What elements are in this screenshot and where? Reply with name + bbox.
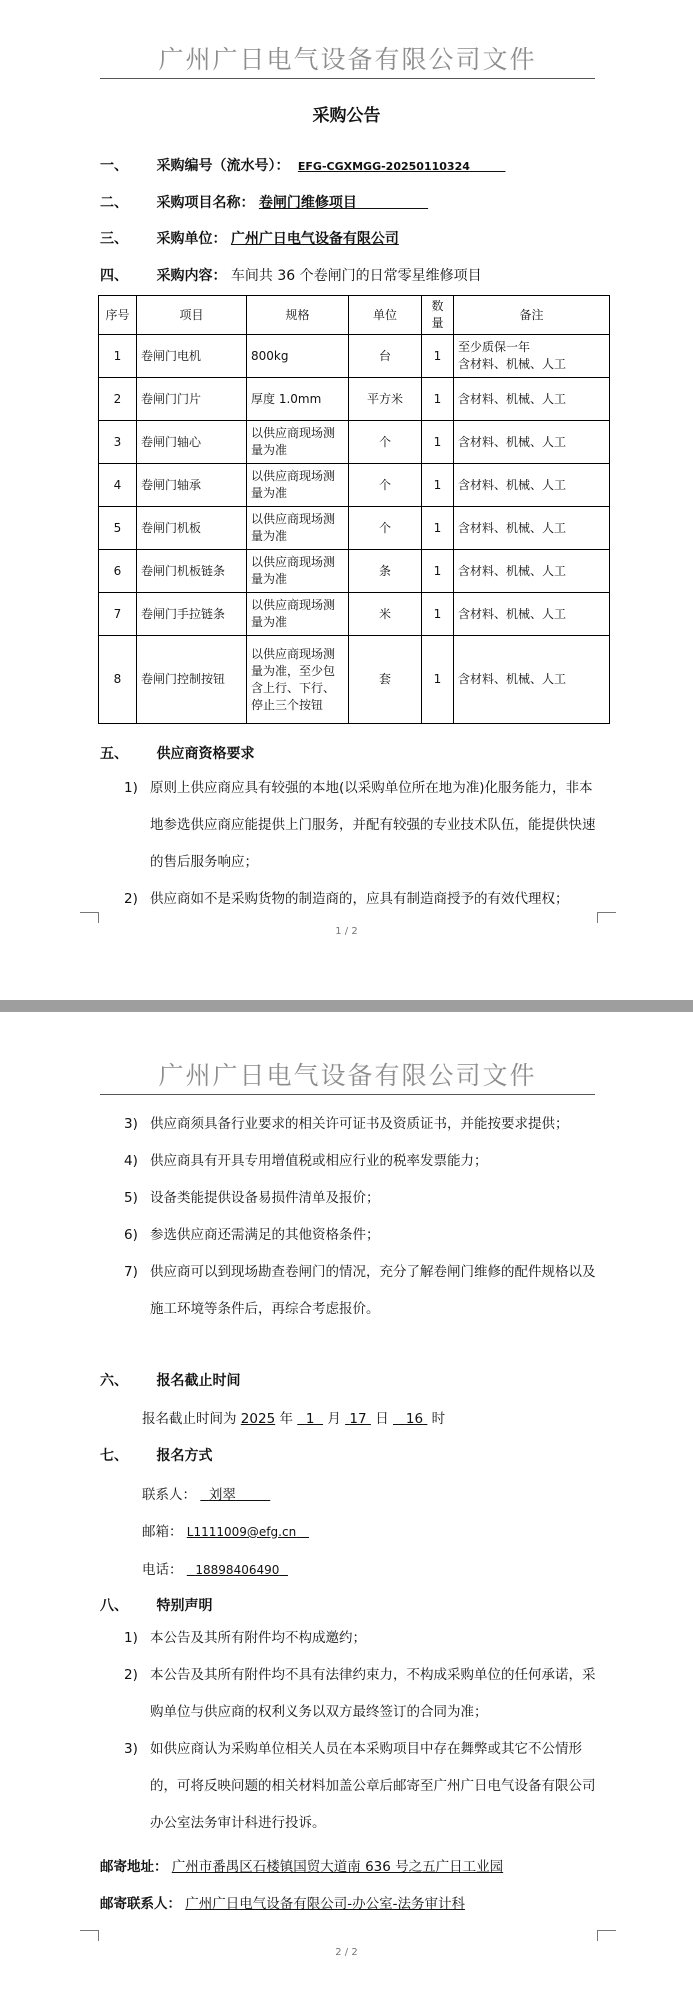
- mail-contact-label: 邮寄联系人：: [100, 1896, 181, 1912]
- section-project-name: [100, 192, 428, 212]
- procurement-content-value: 车间共 36 个卷闸门的日常零星维修项目: [230, 268, 482, 284]
- contact-email-line: [142, 1520, 309, 1540]
- cell-qty: 1: [422, 378, 454, 421]
- cell-remark: 含材料、机械、人工: [454, 550, 610, 593]
- item-number: 5): [124, 1190, 138, 1206]
- contact-phone-label: 电话：: [142, 1562, 183, 1578]
- cell-item: 卷闸门轴承: [137, 464, 247, 507]
- cell-seq: 4: [99, 464, 137, 507]
- section-label: 特别声明: [156, 1598, 213, 1614]
- qualification-item: [124, 1254, 604, 1328]
- table-row: [99, 593, 610, 636]
- section-label: 采购项目名称：: [156, 195, 255, 211]
- procurement-number-value: EFG-CGXMGG-20250110324: [297, 160, 470, 173]
- cell-spec: 以供应商现场测量为准，至少包含上行、下行、停止三个按钮: [247, 636, 349, 724]
- deadline-year: 2025: [240, 1411, 276, 1427]
- section-label: 采购内容：: [156, 268, 227, 284]
- cell-qty: 1: [422, 464, 454, 507]
- item-text: 参选供应商还需满足的其他资格条件；: [150, 1227, 380, 1243]
- crop-mark-right: [597, 1930, 616, 1941]
- cell-item: 卷闸门轴心: [137, 421, 247, 464]
- header-seq: 序号: [99, 296, 137, 335]
- section-special-statement: [100, 1595, 212, 1615]
- item-text: 原则上供应商应具有较强的本地(以采购单位所在地为准)化服务能力，非本地参选供应商应能提供上门服务，并配有较强的专业技术队伍，能提供快速的售后服务响应；: [150, 780, 596, 870]
- cell-seq: 1: [99, 335, 137, 378]
- cell-item: 卷闸门机板: [137, 507, 247, 550]
- page-number: 2 / 2: [335, 1947, 358, 1958]
- cell-qty: 1: [422, 593, 454, 636]
- item-number: 3): [124, 1741, 138, 1757]
- cell-remark: 至少质保一年 含材料、机械、人工: [454, 335, 610, 378]
- statement-item: [124, 1657, 604, 1731]
- item-number: 3): [124, 1116, 138, 1132]
- cell-item: 卷闸门电机: [137, 335, 247, 378]
- header-unit: 单位: [349, 296, 422, 335]
- cell-remark: 含材料、机械、人工: [454, 464, 610, 507]
- item-text: 供应商须具备行业要求的相关许可证书及资质证书，并能按要求提供；: [150, 1116, 569, 1132]
- deadline-hour: 16: [405, 1411, 424, 1427]
- cell-item: 卷闸门门片: [137, 378, 247, 421]
- section-procurement-number: [100, 155, 505, 175]
- item-text: 本公告及其所有附件均不具有法律约束力，不构成采购单位的任何承诺，采购单位与供应商的权利义务以双方最终签订的合同为准；: [150, 1667, 596, 1720]
- item-number: 2): [124, 891, 138, 907]
- section-label: 供应商资格要求: [156, 746, 255, 762]
- cell-item: 卷闸门手拉链条: [137, 593, 247, 636]
- cell-seq: 7: [99, 593, 137, 636]
- section-qualifications: [100, 743, 254, 763]
- contact-email-value[interactable]: L1111009@efg.cn: [186, 1525, 297, 1539]
- cell-spec: 以供应商现场测量为准: [247, 464, 349, 507]
- cell-item: 卷闸门机板链条: [137, 550, 247, 593]
- mail-contact-value: 广州广日电气设备有限公司-办公室-法务审计科: [185, 1896, 466, 1912]
- cell-remark: 含材料、机械、人工: [454, 593, 610, 636]
- contact-phone-field: [187, 1562, 288, 1578]
- company-header: 广州广日电气设备有限公司文件: [100, 42, 595, 79]
- table-row: [99, 335, 610, 378]
- deadline-month-unit: 月: [327, 1411, 341, 1427]
- contact-phone-value: 18898406490: [195, 1563, 280, 1577]
- qualification-item: [124, 1217, 604, 1254]
- item-number: 7): [124, 1264, 138, 1280]
- cell-qty: 1: [422, 636, 454, 724]
- contact-email-label: 邮箱：: [142, 1524, 183, 1540]
- contact-email-field[interactable]: [187, 1524, 309, 1540]
- page-separator: [0, 1000, 693, 1012]
- section-label: 报名截止时间: [156, 1373, 241, 1389]
- table-row: [99, 550, 610, 593]
- cell-seq: 2: [99, 378, 137, 421]
- item-number: 1): [124, 1630, 138, 1646]
- cell-unit: 条: [349, 550, 422, 593]
- item-number: 6): [124, 1227, 138, 1243]
- item-text: 供应商可以到现场勘查卷闸门的情况，充分了解卷闸门维修的配件规格以及施工环境等条件后，再综合考虑报价。: [150, 1264, 596, 1317]
- cell-remark: 含材料、机械、人工: [454, 636, 610, 724]
- cell-remark: 含材料、机械、人工: [454, 378, 610, 421]
- statement-item: [124, 1620, 604, 1657]
- section-procuring-unit: [100, 228, 399, 248]
- deadline-day-unit: 日: [375, 1411, 389, 1427]
- deadline-day-field: [345, 1411, 371, 1427]
- document-page-2: [0, 1012, 693, 1991]
- cell-spec: 800kg: [247, 335, 349, 378]
- section-label: 采购编号（流水号）：: [156, 158, 290, 174]
- cell-seq: 5: [99, 507, 137, 550]
- deadline-day: 17: [349, 1411, 367, 1427]
- procuring-unit-value: 广州广日电气设备有限公司: [230, 231, 399, 247]
- cell-qty: 1: [422, 335, 454, 378]
- cell-remark: 含材料、机械、人工: [454, 507, 610, 550]
- contact-phone-line: [142, 1558, 288, 1578]
- deadline-hour-field: [393, 1411, 427, 1427]
- section-number: 五、: [100, 746, 128, 762]
- item-text: 供应商如不是采购货物的制造商的，应具有制造商授予的有效代理权；: [150, 891, 569, 907]
- section-number: 六、: [100, 1373, 128, 1389]
- qualification-item: [124, 1143, 604, 1180]
- mail-contact-line: [100, 1892, 465, 1912]
- items-table: [98, 295, 610, 724]
- cell-qty: 1: [422, 550, 454, 593]
- deadline-line: [142, 1407, 445, 1427]
- contact-person-value: 刘翠: [208, 1487, 236, 1503]
- cell-spec: 厚度 1.0mm: [247, 378, 349, 421]
- cell-unit: 平方米: [349, 378, 422, 421]
- section-registration: [100, 1445, 212, 1465]
- table-row: [99, 636, 610, 724]
- cell-unit: 个: [349, 507, 422, 550]
- cell-spec: 以供应商现场测量为准: [247, 550, 349, 593]
- qualification-item: [124, 881, 604, 918]
- item-text: 如供应商认为采购单位相关人员在本采购项目中存在舞弊或其它不公情形的，可将反映问题的相关材料加盖公章后邮寄至广州广日电气设备有限公司办公室法务审计科进行投诉。: [150, 1741, 596, 1831]
- item-number: 4): [124, 1153, 138, 1169]
- section-deadline: [100, 1370, 240, 1390]
- cell-remark: 含材料、机械、人工: [454, 421, 610, 464]
- cell-unit: 台: [349, 335, 422, 378]
- mail-address-label: 邮寄地址：: [100, 1859, 168, 1875]
- page-number: 1 / 2: [335, 926, 358, 937]
- cell-qty: 1: [422, 421, 454, 464]
- document-title: 采购公告: [312, 106, 381, 126]
- qualification-item: [124, 770, 604, 881]
- header-spec: 规格: [247, 296, 349, 335]
- table-row: [99, 464, 610, 507]
- cell-unit: 个: [349, 464, 422, 507]
- header-qty: 数量: [422, 296, 454, 335]
- deadline-month-field: [297, 1411, 323, 1427]
- item-number: 1): [124, 780, 138, 796]
- cell-spec: 以供应商现场测量为准: [247, 507, 349, 550]
- crop-mark-left: [80, 1930, 99, 1941]
- cell-seq: 6: [99, 550, 137, 593]
- deadline-year-unit: 年: [279, 1411, 293, 1427]
- company-header: 广州广日电气设备有限公司文件: [100, 1058, 595, 1095]
- item-text: 本公告及其所有附件均不构成邀约；: [150, 1630, 366, 1646]
- cell-spec: 以供应商现场测量为准: [247, 593, 349, 636]
- deadline-hour-unit: 时: [431, 1411, 446, 1427]
- deadline-month: 1: [305, 1411, 315, 1427]
- section-label: 采购单位：: [156, 231, 227, 247]
- crop-mark-left: [80, 912, 99, 923]
- mail-address-line: [100, 1855, 503, 1875]
- section-number: 七、: [100, 1448, 128, 1464]
- project-name-value: 卷闸门维修项目: [258, 195, 357, 211]
- section-number: 八、: [100, 1598, 128, 1614]
- crop-mark-right: [597, 912, 616, 923]
- cell-qty: 1: [422, 507, 454, 550]
- header-item: 项目: [137, 296, 247, 335]
- cell-item: 卷闸门控制按钮: [137, 636, 247, 724]
- section-label: 报名方式: [156, 1448, 213, 1464]
- statement-item: [124, 1731, 604, 1842]
- section-procurement-content: [100, 265, 482, 285]
- cell-seq: 8: [99, 636, 137, 724]
- table-row: [99, 421, 610, 464]
- contact-person-label: 联系人：: [142, 1487, 196, 1503]
- section-number: 三、: [100, 231, 128, 247]
- item-text: 设备类能提供设备易损件清单及报价；: [150, 1190, 380, 1206]
- table-header-row: [99, 296, 610, 335]
- deadline-prefix: 报名截止时间为: [142, 1411, 237, 1427]
- mail-address-value: 广州市番禺区石楼镇国贸大道南 636 号之五广日工业园: [171, 1859, 504, 1875]
- section-number: 二、: [100, 195, 128, 211]
- cell-seq: 3: [99, 421, 137, 464]
- table-row: [99, 507, 610, 550]
- cell-unit: 米: [349, 593, 422, 636]
- qualification-item: [124, 1106, 604, 1143]
- item-number: 2): [124, 1667, 138, 1683]
- header-remark: 备注: [454, 296, 610, 335]
- qualification-item: [124, 1180, 604, 1217]
- contact-person-field: [200, 1487, 270, 1503]
- contact-person-line: [142, 1483, 270, 1503]
- section-number: 一、: [100, 158, 128, 174]
- section-number: 四、: [100, 268, 128, 284]
- cell-spec: 以供应商现场测量为准: [247, 421, 349, 464]
- cell-unit: 套: [349, 636, 422, 724]
- cell-unit: 个: [349, 421, 422, 464]
- item-text: 供应商具有开具专用增值税或相应行业的税率发票能力；: [150, 1153, 488, 1169]
- table-row: [99, 378, 610, 421]
